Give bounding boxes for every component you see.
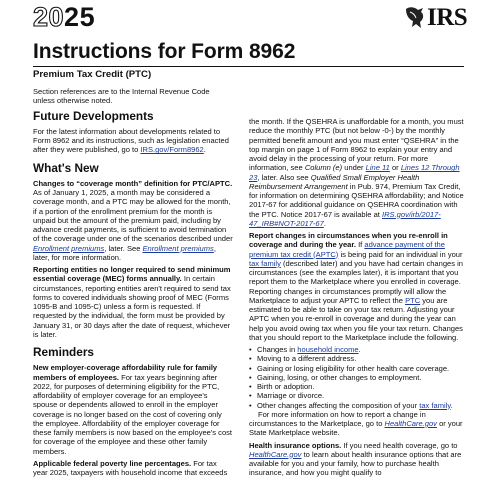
more-info-text-a: For more information on how to report a change in circumstances to the Marketplace, go to — [249, 409, 426, 428]
more-info-paragraph — [249, 410, 464, 438]
coverage-month-heading: Changes to “coverage month” definition for PTC/APTC. — [33, 178, 233, 188]
form8962-link[interactable]: IRS.gov/Form8962 — [140, 145, 204, 155]
coverage-month-paragraph — [33, 179, 233, 262]
future-developments-paragraph: For the latest information about developments related to Form 8962 and its instructions, such as legislation enacted after they were published, go to IRS.gov/Form8962. — [33, 126, 229, 155]
enrollment-premiums-link-2[interactable]: Enrollment premiums — [142, 243, 214, 253]
health-options-text-a: If you need health coverage, go to — [343, 440, 458, 450]
future-developments-heading: Future Developments — [33, 108, 154, 123]
report-changes-heading: Report changes in circumstances when you re-enroll in coverage and during the year. — [249, 231, 448, 250]
list-item: • Changes in household income. — [249, 345, 464, 354]
qsehra-text-d: in Pub. 974, Premium Tax Credit, for information on determining QSEHRA affordability; and Notice 2017-67 for additional guidance on QSEHRA coordination with the PTC. Notice 2017-67 is available at — [249, 181, 464, 219]
report-changes-text-b: is being paid for an individual in your — [340, 249, 463, 259]
line-11-link[interactable]: Line 11 — [365, 163, 390, 173]
right-column — [249, 117, 464, 481]
mec-forms-heading: Reporting entities no longer required to send minimum essential coverage (MEC) forms annually. — [33, 265, 231, 284]
coverage-month-text: As of January 1, 2025, a month may be considered a coverage month, and a PTC may be allowed for the month, if a portion of the enrollment premium for the month is unpaid but the amount of the premium paid, including by advance credit payments, is sufficient to avoid termination of the coverage under one of the scenarios described under — [33, 188, 233, 244]
affordability-heading: New employer-coverage affordability rule for family members of employees. — [33, 363, 218, 382]
aptc-link[interactable]: advance payment of the premium tax credit (APTC) — [249, 240, 445, 259]
report-changes-text-c: (described later) and you have had certain changes in circumstances (see the examples later), it is important that you report them to the Marketplace where you enrolled in coverage. Reporting changes in circumstances promptly will allow the Marketplace to adjust your APTC to reflect the — [249, 258, 463, 305]
irs-eagle-icon — [404, 4, 426, 30]
irs-logo — [404, 4, 468, 32]
affordability-text: For tax years beginning after 2022, for purposes of determining eligibility for the PTC, affordability of employer coverage for an employee's spouse or dependents allowed to enroll in the employer coverage is no longer based on the cost of covering only the employee. Affordability of the employer coverage for these family members is now based on the employee's cost for coverage of the employee and these other family members. — [33, 372, 233, 456]
page-subtitle: Premium Tax Credit (PTC) — [33, 69, 152, 80]
poverty-line-text: For tax year 2025, taxpayers with household income that exceeds — [33, 458, 228, 477]
report-changes-text-d: you are estimated to be able to take on your tax return. Adjusting your APTC when you re-enroll in coverage and during the year can help you avoid owing tax when you file your tax return. Changes that you should report to the Marketplace include the following. — [249, 295, 463, 342]
list-item: • Gaining or losing eligibility for other health care coverage. — [249, 364, 464, 373]
bullet-1-text: Changes in — [257, 345, 296, 354]
tax-year-suffix: 25 — [64, 2, 96, 32]
reminders-heading: Reminders — [33, 345, 94, 359]
list-item: • Gaining, losing, or other changes to employment. — [249, 373, 464, 382]
list-item: • Birth or adoption. — [249, 382, 464, 391]
more-info-text-b: or your State Marketplace website. — [249, 419, 463, 438]
report-changes-text-a: If — [358, 240, 363, 250]
report-changes-paragraph — [249, 231, 464, 342]
qsehra-text-c: , later. Also see — [257, 172, 309, 182]
health-options-text-b: to learn about health insurance options that are available for you and your family, how to purchase health insurance, and how you might qualify to — [249, 449, 462, 478]
healthcare-gov-link-2[interactable]: HealthCare.gov — [249, 449, 302, 459]
health-options-paragraph — [249, 441, 464, 478]
qsehra-or: or — [391, 163, 399, 173]
qsehra-paragraph: the month. If the QSEHRA is unaffordable for a month, you must reduce the monthly PTC (but not below -0-) by the monthly permitted benefit amount and you must enter “QSEHRA” in the top margin on page 1 of Form 8962 to explain your entry and avoid delay in the processing of your return. For more information, see Column (e) under Line 11 or Lines 12 Through 23, later. Also see Qualified Small Employer Health Reimbursement Arrangement in Pub. 974, Premium Tax Credit, for information on determining QSEHRA affordability; and Notice 2017-67 for additional guidance on QSEHRA coordination with the PTC. Notice 2017-67 is available at IRS.gov/irb/2017-47_IRB#NOT-2017-67. — [249, 117, 464, 228]
qsehra-ref: Qualified Small Employer Health Reimbursement Arrangement — [249, 172, 420, 191]
bullet-7-text: Other changes affecting the composition of your — [257, 400, 418, 410]
health-options-heading: Health insurance options. — [249, 440, 342, 450]
future-text: For the latest information about developments related to Form 8962 and its instructions, such as legislation enacted after they were published, go to — [33, 126, 229, 155]
irs-logo-text: IRS — [427, 4, 468, 31]
mec-forms-text: In certain circumstances, reporting entities aren't required to send tax forms to covered individuals showing proof of MEC (Forms 1095-B and 1095-C) unless a form is requested. If requested by the individual, the form must be provided by January 31, or 30 days after the date of request, whichever is later. — [33, 274, 231, 339]
ptc-link[interactable]: PTC — [405, 295, 421, 305]
affordability-paragraph — [33, 363, 233, 456]
whats-new-heading: What's New — [33, 160, 99, 175]
qsehra-text-b: under — [344, 163, 364, 173]
poverty-line-heading: Applicable federal poverty line percentages. — [33, 458, 192, 468]
enrollment-premiums-link-1[interactable]: Enrollment premiums — [33, 243, 105, 253]
poverty-line-paragraph — [33, 459, 233, 478]
tax-family-link[interactable]: tax family — [249, 258, 281, 268]
household-income-link[interactable]: household income — [297, 345, 359, 354]
qsehra-text-a: the month. If the QSEHRA is unaffordable for a month, you must reduce the monthly PTC (but not below -0-) by the monthly permitted benefit amount and you must enter “QSEHRA” in the top margin on page 1 of Form 8962 to explain your entry and avoid delay in the processing of your return. For more information, see — [249, 117, 464, 173]
list-item: • Moving to a different address. — [249, 354, 464, 363]
coverage-month-end: , later, for more information. — [33, 243, 216, 262]
coverage-month-mid: , later. See — [104, 243, 141, 253]
intro-paragraph: Section references are to the Internal Revenue Code unless otherwise noted. — [33, 87, 210, 106]
healthcare-gov-link[interactable]: HealthCare.gov — [384, 419, 437, 428]
tax-year — [33, 2, 95, 33]
tax-year-prefix: 20 — [33, 2, 65, 32]
lines-12-23-link[interactable]: Lines 12 Through 23 — [249, 163, 460, 182]
changes-list — [249, 345, 464, 410]
left-column — [33, 87, 233, 480]
column-e-ref: Column (e) — [304, 163, 343, 173]
page-title: Instructions for Form 8962 — [33, 40, 296, 63]
tax-family-link-2[interactable]: tax family — [419, 400, 451, 410]
mec-forms-paragraph — [33, 265, 233, 339]
list-item: • Marriage or divorce. — [249, 391, 464, 400]
notice-2017-67-link[interactable]: IRS.gov/irb/2017-47_IRB#NOT-2017-67 — [249, 209, 441, 228]
title-divider — [33, 66, 464, 67]
list-item: • Other changes affecting the composition of your tax family. — [249, 401, 464, 410]
